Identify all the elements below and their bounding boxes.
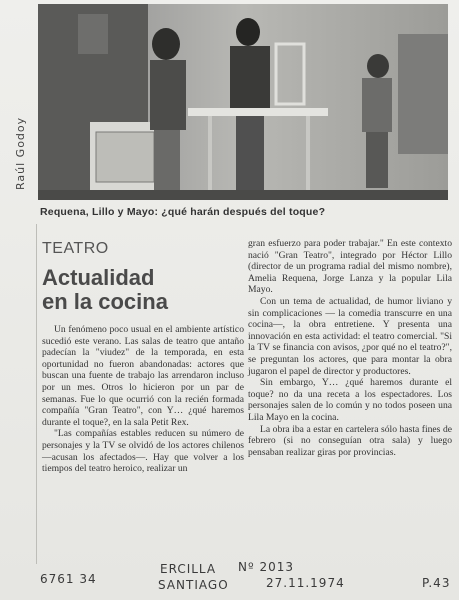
archive-code: 6761 34 xyxy=(40,572,97,586)
stage-photo-image xyxy=(38,4,448,200)
handwritten-footer xyxy=(40,562,452,596)
issue-number: Nº 2013 xyxy=(238,560,294,574)
body-paragraph: "Las compañías estables reducen su número de personajes y la TV se olvidó de los actores chilenos —acusan los afectados—. Hay que volver a los tiempos del teatro heroico, realizar un xyxy=(42,428,244,475)
section-label: TEATRO xyxy=(42,240,109,257)
body-paragraph: gran esfuerzo para poder trabajar." En este contexto nació "Gran Teatro", integrado por Héctor Lillo (director de un programa radial del mismo nombre), Amelia Requena, Jorge Lanza y la popular Lila Mayo. xyxy=(248,238,452,296)
photo-caption: Requena, Lillo y Mayo: ¿qué harán después del toque? xyxy=(40,206,326,218)
body-paragraph: Sin embargo, Y… ¿qué haremos durante el toque? no da una receta a los espectadores. Los personajes salen de lo común y no todos poseen una Lila Mayo en la cocina. xyxy=(248,377,452,423)
left-margin-rule xyxy=(36,224,37,564)
body-paragraph: Con un tema de actualidad, de humor liviano y sin complicaciones — la comedia transcurre en una cocina—, la obra entretiene. Y presenta una innovación en esta actividad: el teatro comercial. "Si la TV se financia con avisos, ¿por qué no el teatro?", se preguntan los actores, que para montar la obra jugaron el papel de director y productores. xyxy=(248,295,452,377)
article-column-left xyxy=(42,230,244,475)
body-paragraph: Un fenómeno poco usual en el ambiente artístico sucedió este verano. Las salas de teatro que antaño padecían la "viudez" de la temporada, en esta oportunidad no fueron abandonadas: actores que buscan una fuente de trabajo las arrendaron incluso por un mes. Otros lo hicieron por un par de semanas. Fue lo que ocurrió con la recién formada compañía "Gran Teatro", con Y… ¿qué haremos durante el toque?, en la sala Petit Rex. xyxy=(42,324,244,428)
publication-date: 27.11.1974 xyxy=(266,576,345,590)
headline-line-1: Actualidad xyxy=(42,265,155,290)
page-number: P.43 xyxy=(422,576,451,590)
magazine-name: ERCILLA xyxy=(160,562,217,576)
headline-line-2: en la cocina xyxy=(42,289,168,314)
body-paragraph: La obra iba a estar en cartelera sólo hasta fines de febrero (si no conseguían otra sala) y luego pensaban realizar giras por provincias. xyxy=(248,423,452,458)
handwritten-author-name: Raúl Godoy xyxy=(14,116,27,190)
article-column-right xyxy=(248,238,452,458)
stage-photo xyxy=(38,4,448,200)
city-name: SANTIAGO xyxy=(158,578,229,592)
handwritten-margin-note xyxy=(4,80,34,200)
article-headline xyxy=(42,266,244,314)
